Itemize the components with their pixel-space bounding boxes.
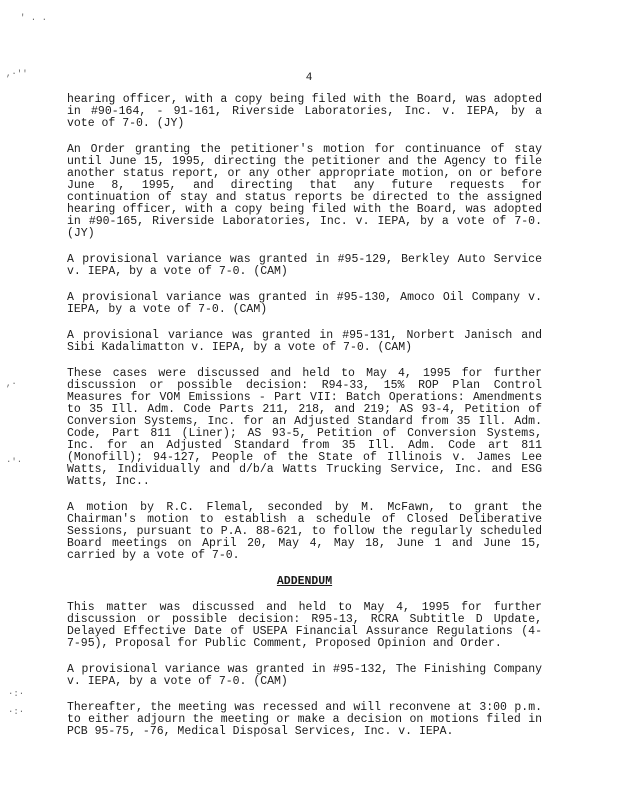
page-number: 4 bbox=[305, 72, 313, 84]
document-body bbox=[67, 94, 542, 752]
scan-mark: ,·'' bbox=[6, 69, 28, 79]
addendum-paragraph: A provisional variance was granted in #95-132, The Finishing Company v. IEPA, by a vote of 7-0. (CAM) bbox=[67, 663, 542, 688]
scan-mark: ·:· bbox=[8, 689, 25, 699]
paragraph: These cases were discussed and held to May 4, 1995 for further discussion or possible decision: R94-33, 15% ROP Plan Control Measures for VOM Emissions - Part VII: Batch Operations: Amendments to 35 Ill. Adm. Code Parts 211, 218, and 219; AS 93-4, Petition of Conversion Systems, Inc. for an Adjusted Standard from 35 Ill. Adm. Code, Part 811 (Liner); AS 93-5, Petition of Conversion Systems, Inc. for an Adjusted Standard from 35 Ill. Adm. Code art 811 (Monofill); 94-127, People of the State of Illinois v. James Lee Watts, Individually and d/b/a Watts Trucking Service, Inc. and ESG Watts, Inc.. bbox=[67, 367, 542, 488]
paragraph: A provisional variance was granted in #95-129, Berkley Auto Service v. IEPA, by a vote of 7-0. (CAM) bbox=[67, 253, 542, 278]
paragraph: hearing officer, with a copy being filed with the Board, was adopted in #90-164, - 91-161, Riverside Laboratories, Inc. v. IEPA, by a vote of 7-0. (JY) bbox=[67, 93, 542, 130]
scan-mark: ·:· bbox=[8, 707, 25, 717]
scan-mark: ,· bbox=[6, 379, 17, 389]
scan-mark: ·'· bbox=[6, 457, 23, 467]
paragraph: A provisional variance was granted in #95-131, Norbert Janisch and Sibi Kadalimatton v. IEPA, by a vote of 7-0. (CAM) bbox=[67, 329, 542, 354]
scan-speck-top: ' . . bbox=[20, 13, 48, 23]
addendum-paragraph: Thereafter, the meeting was recessed and will reconvene at 3:00 p.m. to either adjourn the meeting or make a decision on motions filed in PCB 95-75, -76, Medical Disposal Services, Inc. v. IEPA. bbox=[67, 701, 542, 738]
addendum-paragraph: This matter was discussed and held to May 4, 1995 for further discussion or possible decision: R95-13, RCRA Subtitle D Update, Delayed Effective Date of USEPA Financial Assurance Regulations (4-7-95), Proposal for Public Comment, Proposed Opinion and Order. bbox=[67, 601, 542, 650]
paragraph: An Order granting the petitioner's motion for continuance of stay until June 15, 1995, directing the petitioner and the Agency to file another status report, or any other appropriate motion, on or before June 8, 1995, and directing that any future requests for continuation of stay and status reports be directed to the assigned hearing officer, with a copy being filed with the Board, was adopted in #90-165, Riverside Laboratories, Inc. v. IEPA, by a vote of 7-0. (JY) bbox=[67, 143, 542, 240]
paragraph: A provisional variance was granted in #95-130, Amoco Oil Company v. IEPA, by a vote of 7-0. (CAM) bbox=[67, 291, 542, 316]
addendum-heading: ADDENDUM bbox=[276, 575, 333, 588]
paragraph: A motion by R.C. Flemal, seconded by M. McFawn, to grant the Chairman's motion to establish a schedule of Closed Deliberative Sessions, pursuant to P.A. 88-621, to follow the regularly scheduled Board meetings on April 20, May 4, May 18, June 1 and June 15, carried by a vote of 7-0. bbox=[67, 501, 542, 562]
